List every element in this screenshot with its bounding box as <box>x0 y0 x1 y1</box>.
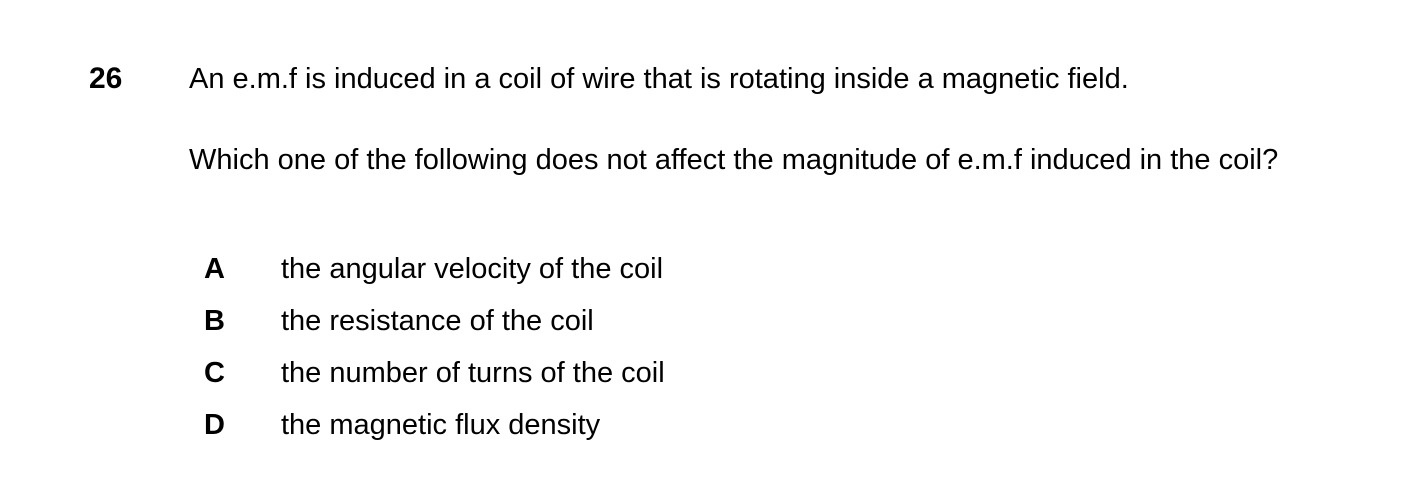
option-letter: A <box>204 253 225 285</box>
option-text: the number of turns of the coil <box>281 357 665 389</box>
option-d[interactable] <box>204 407 665 459</box>
option-text: the angular velocity of the coil <box>281 253 664 285</box>
option-letter: D <box>204 409 225 441</box>
question-stem: An e.m.f is induced in a coil of wire that is rotating inside a magnetic field. <box>189 63 1129 95</box>
question-prompt: Which one of the following does not affect the magnitude of e.m.f induced in the coil? <box>189 144 1279 176</box>
option-b[interactable] <box>204 303 665 355</box>
option-text: the resistance of the coil <box>281 305 594 337</box>
option-text: the magnetic flux density <box>281 409 601 441</box>
option-letter: C <box>204 357 225 389</box>
answer-options <box>204 251 665 459</box>
option-c[interactable] <box>204 355 665 407</box>
option-letter: B <box>204 305 225 337</box>
question-number: 26 <box>89 62 123 95</box>
option-a[interactable] <box>204 251 665 303</box>
